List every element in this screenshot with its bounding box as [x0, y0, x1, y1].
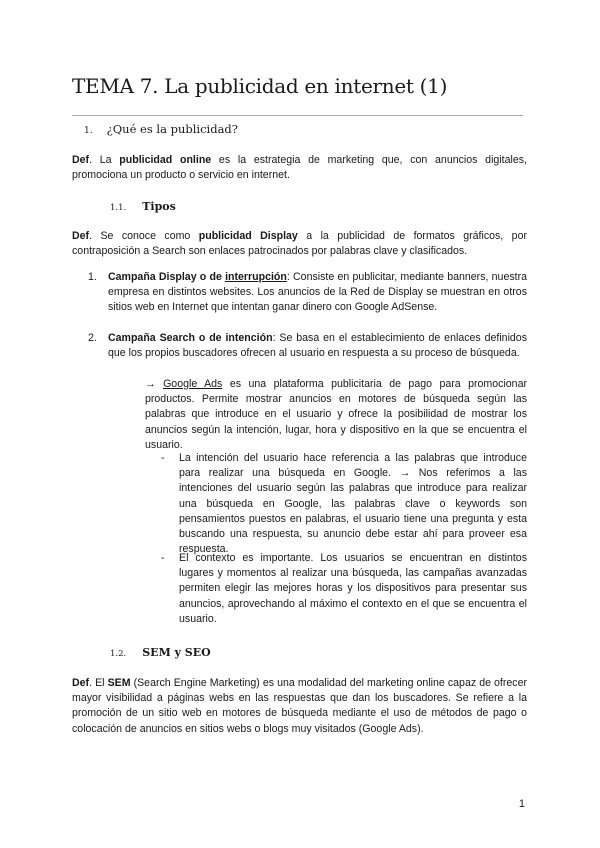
definition-paragraph-1 [72, 153, 527, 183]
section-number: 1. [84, 126, 93, 136]
section-heading-1 [84, 122, 238, 136]
def-text: a la publicidad de formatos gráficos, por contraposición a Search son enlaces patrocinados por palabras clave y clasificados. [72, 230, 527, 258]
google-ads-paragraph [145, 377, 527, 453]
def-text: . La [89, 154, 120, 166]
paragraph-text: es una plataforma publicitaria de pago para promocionar productos. Permite mostrar anuncios en motores de búsqueda según las palabras que introduce en el usuario y ofrece la posibilidad de mostrar los anuncios según la intención, lugar, hora y dispositivo en la que se encuentra el usuario. [145, 378, 527, 451]
def-label: Def [72, 677, 90, 689]
def-text: . Se conoce como [89, 230, 199, 242]
dash-bullet: - [161, 452, 165, 464]
def-text: (Search Engine Marketing) es una modalidad del marketing online capaz de ofrecer mayor visibilidad a páginas webs en las respuestas que dan los buscadores. Se refiere a la promoción de un sitio web en motores de búsqueda mediante el uso de métodos de pago o colocación de anuncios en sitios webs o blogs muy visitados (Google Ads). [72, 677, 528, 735]
bullet-text: La intención del usuario hace referencia a las palabras que introduce para realizar una búsqueda en Google. → Nos referimos a las intenciones del usuario según las palabras que introduce para realizar una búsqueda en Google, las palabras clave o keywords son pensamientos puestos en palabras, el usuario tiene una pregunta y esta buscando una respuesta, su anuncio debe estar ahí para proveer esa respuesta. [179, 452, 527, 556]
bullet-item [161, 551, 527, 627]
google-ads-link[interactable]: Google Ads [163, 378, 223, 390]
section-title: Tipos [142, 200, 176, 213]
section-number: 1.2. [110, 649, 127, 659]
list-item [88, 331, 527, 361]
list-number: 1. [88, 271, 97, 283]
arrow-icon: → [145, 378, 164, 390]
def-term: publicidad online [119, 154, 212, 166]
def-label: Def [72, 154, 90, 166]
section-heading-1-2 [110, 646, 211, 659]
item-text: : Consiste en publicitar, mediante banners, nuestra empresa en distintos websites. Los anuncios de la Red de Display se muestran en otros sitios web en Internet que intentan ganar dinero con Google AdSense. [108, 271, 527, 314]
item-title-part: Campaña Display o de [108, 271, 226, 283]
item-title-part: interrupción [225, 271, 287, 283]
def-term: SEM [107, 677, 131, 689]
bullet-item [161, 451, 527, 557]
definition-paragraph-3 [72, 676, 527, 737]
item-title: Campaña Search o de intención [108, 332, 273, 344]
item-text: : Se basa en el establecimiento de enlaces definidos que los propios buscadores ofrecen al usuario en respuesta a su proceso de búsqueda. [108, 332, 527, 360]
page-number: 1 [518, 798, 525, 810]
section-title: SEM y SEO [142, 646, 211, 659]
definition-paragraph-2 [72, 229, 527, 259]
title-divider [72, 115, 523, 116]
bullet-text: El contexto es importante. Los usuarios se encuentran en distintos lugares y momentos al realizar una búsqueda, las campañas avanzadas permiten elegir las mejores horas y los dispositivos para presentar sus anuncios, aprovechando al máximo el contexto en el que se encuentra el usuario. [179, 552, 527, 625]
page-title: TEMA 7. La publicidad en internet (1) [72, 74, 448, 98]
item-title [108, 271, 287, 283]
section-number: 1.1. [110, 203, 127, 213]
section-heading-1-1 [110, 200, 176, 213]
def-text: . El [89, 677, 108, 689]
def-term: publicidad Display [198, 230, 298, 242]
section-title: ¿Qué es la publicidad? [106, 122, 238, 136]
list-number: 2. [88, 332, 97, 344]
def-text: es la estrategia de marketing que, con anuncios digitales, promociona un producto o servicio en internet. [72, 154, 527, 182]
list-item [88, 270, 527, 316]
dash-bullet: - [161, 552, 165, 564]
def-label: Def [72, 230, 90, 242]
